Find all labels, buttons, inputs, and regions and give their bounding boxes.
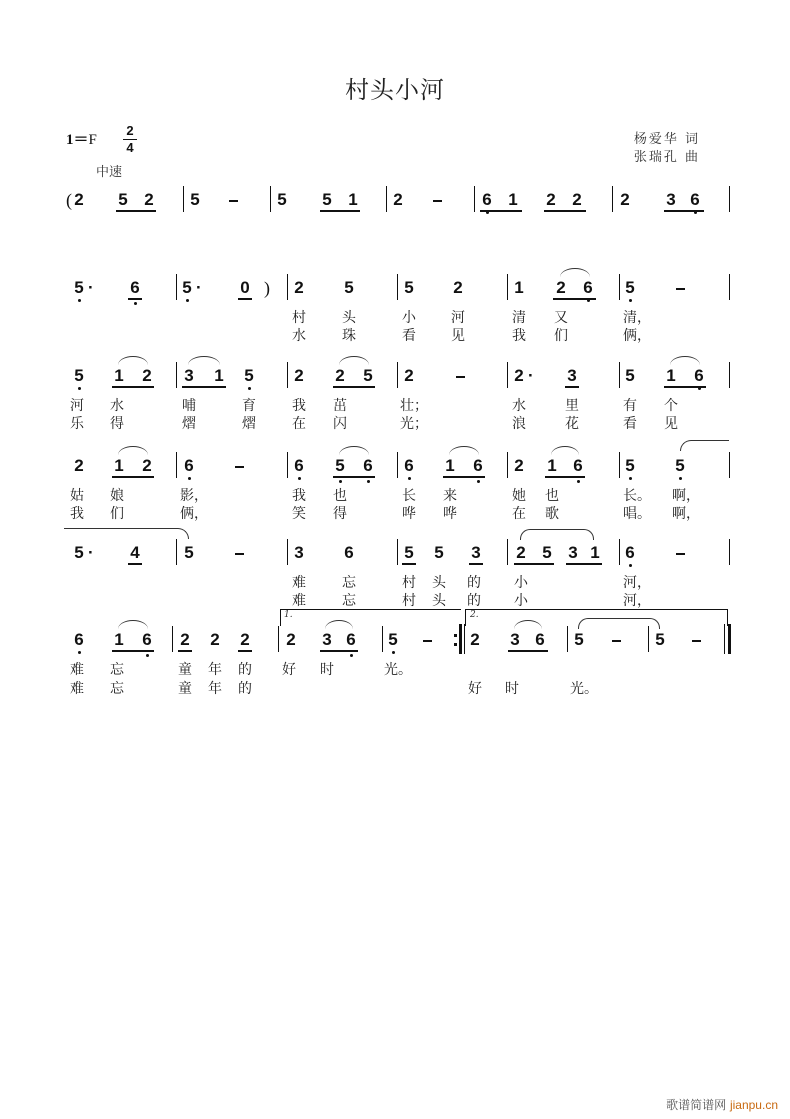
note: 5 <box>542 543 552 562</box>
note: 2 <box>516 543 526 562</box>
barline <box>612 186 613 212</box>
repeat-dot <box>454 634 457 637</box>
underline <box>112 386 154 388</box>
note: 2 <box>210 630 220 649</box>
repeat-dot <box>454 643 457 646</box>
note: 6 <box>128 278 142 298</box>
lyric: 乐 <box>70 416 84 432</box>
key-signature <box>66 128 97 149</box>
lyric: 清， <box>623 310 651 326</box>
barline <box>474 186 475 212</box>
lyric: 清 <box>512 310 526 326</box>
note: 2 <box>514 366 524 385</box>
barline <box>729 186 730 212</box>
note: 5 <box>344 278 354 297</box>
note: 2 <box>556 278 566 297</box>
lyric: 的 <box>238 662 252 678</box>
lyric: 见 <box>664 416 678 432</box>
lyric: 童 <box>178 662 192 678</box>
note: 2 <box>393 190 403 209</box>
lyric: 娘 <box>110 488 124 504</box>
augmentation-dot: · <box>88 278 94 297</box>
note: 1 <box>114 630 124 649</box>
lyric: 歌 <box>545 506 559 522</box>
lyric: 们 <box>110 506 124 522</box>
repeat-barline <box>459 624 462 654</box>
underline <box>320 210 360 212</box>
tie <box>520 529 594 540</box>
lyric: 浪 <box>512 416 526 432</box>
lyric: 影， <box>180 488 208 504</box>
note: 0 <box>240 278 250 297</box>
lyric: 们 <box>554 328 568 344</box>
watermark-text: 歌谱简谱网 <box>666 1098 727 1112</box>
note: 6 <box>344 543 354 562</box>
dash <box>612 640 621 642</box>
underline <box>116 210 156 212</box>
note: 5 <box>277 190 287 209</box>
barline <box>176 274 177 300</box>
barline <box>270 186 271 212</box>
composer-credit: 张瑞孔 曲 <box>633 150 700 165</box>
underline <box>128 298 142 300</box>
barline <box>729 452 730 478</box>
note: 1 <box>114 366 124 385</box>
underline <box>544 210 586 212</box>
note: 3 <box>510 630 520 649</box>
note: 3 <box>568 543 578 562</box>
lyric: 哗 <box>402 506 416 522</box>
lyric: 好 <box>282 662 296 678</box>
note: 6 <box>688 190 702 210</box>
note: 5 <box>404 543 414 562</box>
note: 2 <box>546 190 556 209</box>
underline <box>566 563 602 565</box>
lyric: 河 <box>70 398 84 414</box>
lyric: 我 <box>292 398 306 414</box>
lyric: 村 <box>402 593 416 609</box>
barline <box>507 274 508 300</box>
lyric: 唱。 <box>623 506 651 522</box>
lyric: 好 <box>468 681 482 697</box>
note: 6 <box>402 456 416 476</box>
slur <box>339 356 369 365</box>
lyric: 来 <box>443 488 457 504</box>
note: 1 <box>445 456 455 475</box>
lyric: 我 <box>70 506 84 522</box>
note: 5 <box>574 630 584 649</box>
note: 5 <box>118 190 128 209</box>
underline <box>443 476 485 478</box>
lyric: 忘 <box>110 681 124 697</box>
underline <box>565 386 579 388</box>
barline <box>648 626 649 652</box>
barline <box>729 539 730 565</box>
lyric: 又 <box>554 310 568 326</box>
note: 5 <box>623 456 637 476</box>
lyric: 头 <box>342 310 356 326</box>
underline <box>182 386 226 388</box>
note: 6 <box>571 456 585 476</box>
song-title: 村头小河 <box>345 76 445 104</box>
note: 6 <box>692 366 706 386</box>
open-paren: ( <box>66 190 72 210</box>
dash <box>423 640 432 642</box>
time-signature <box>123 124 137 155</box>
barline <box>397 539 398 565</box>
barline <box>287 274 288 300</box>
lyric: 难 <box>292 593 306 609</box>
note: 5 <box>363 366 373 385</box>
lyric: 光； <box>400 416 428 432</box>
note: 6 <box>623 543 637 563</box>
barline <box>397 452 398 478</box>
lyric: 光。 <box>384 662 412 678</box>
barline <box>619 452 620 478</box>
note: 2 <box>453 278 463 297</box>
lyric: 熠 <box>182 416 196 432</box>
augmentation-dot: · <box>528 366 534 385</box>
note: 2 <box>294 278 304 297</box>
barline <box>729 274 730 300</box>
note: 4 <box>130 543 140 562</box>
underline <box>112 476 154 478</box>
key-note: F <box>88 132 97 148</box>
lyric: 得 <box>333 506 347 522</box>
lyric: 时 <box>505 681 519 697</box>
barline <box>278 626 279 652</box>
lyricist-credit: 杨爱华 词 <box>633 132 700 147</box>
note: 3 <box>567 366 577 385</box>
lyric: 河， <box>623 575 651 591</box>
note: 5 <box>386 630 400 650</box>
lyric: 个 <box>664 398 678 414</box>
barline <box>176 362 177 388</box>
note: 2 <box>470 630 480 649</box>
slur <box>560 268 590 277</box>
note: 6 <box>140 630 154 650</box>
note: 6 <box>480 190 494 210</box>
barline <box>287 452 288 478</box>
lyric: 闪 <box>333 416 347 432</box>
lyric: 也 <box>333 488 347 504</box>
barline <box>382 626 383 652</box>
volta-number-1: 1. <box>284 610 293 620</box>
barline <box>176 452 177 478</box>
lyric: 哺 <box>182 398 196 414</box>
barline <box>507 362 508 388</box>
underline <box>508 650 548 652</box>
lyric: 难 <box>70 662 84 678</box>
note: 2 <box>572 190 582 209</box>
note: 2 <box>404 366 414 385</box>
barline <box>397 274 398 300</box>
note: 6 <box>72 630 86 650</box>
lyric: 难 <box>292 575 306 591</box>
final-barline <box>728 624 731 654</box>
note: 2 <box>74 456 84 475</box>
lyric: 村 <box>292 310 306 326</box>
lyric: 光。 <box>570 681 598 697</box>
lyric: 在 <box>292 416 306 432</box>
note: 1 <box>590 543 600 562</box>
lyric: 头 <box>432 575 446 591</box>
barline <box>386 186 387 212</box>
lyric: 看 <box>623 416 637 432</box>
underline <box>238 650 252 652</box>
augmentation-dot: · <box>196 278 202 297</box>
watermark-site: jianpu.cn <box>729 1098 778 1112</box>
note: 2 <box>286 630 296 649</box>
note: 6 <box>361 456 375 476</box>
lyric: 育 <box>242 398 256 414</box>
augmentation-dot: · <box>88 543 94 562</box>
lyric: 水 <box>512 398 526 414</box>
note: 2 <box>240 630 250 649</box>
note: 3 <box>184 366 194 385</box>
note: 1 <box>666 366 676 385</box>
lyric: 忘 <box>342 593 356 609</box>
slur <box>339 446 369 455</box>
barline <box>183 186 184 212</box>
note: 2 <box>142 366 152 385</box>
barline <box>729 362 730 388</box>
barline <box>724 624 725 654</box>
barline <box>176 539 177 565</box>
key-label: 1＝ <box>66 132 89 148</box>
slur <box>118 620 148 629</box>
dash <box>235 553 244 555</box>
lyric: 年 <box>208 681 222 697</box>
lyric: 壮； <box>400 398 428 414</box>
lyric: 我 <box>292 488 306 504</box>
underline <box>178 650 192 652</box>
note: 1 <box>514 278 524 297</box>
note: 5 <box>322 190 332 209</box>
lyric: 的 <box>238 681 252 697</box>
lyric: 年 <box>208 662 222 678</box>
note: 5 <box>74 543 84 562</box>
lyric: 珠 <box>342 328 356 344</box>
note: 6 <box>535 630 545 649</box>
barline <box>507 452 508 478</box>
dash <box>433 200 442 202</box>
dash <box>456 376 465 378</box>
lyric: 啊， <box>672 488 700 504</box>
lyric: 笑 <box>292 506 306 522</box>
tie <box>64 528 189 539</box>
lyric: 里 <box>565 398 579 414</box>
slur <box>118 356 148 365</box>
slur <box>449 446 479 455</box>
note: 2 <box>620 190 630 209</box>
lyric: 我 <box>512 328 526 344</box>
underline <box>469 563 483 565</box>
lyric: 童 <box>178 681 192 697</box>
barline <box>507 539 508 565</box>
lyric: 河， <box>623 593 651 609</box>
dash <box>676 288 685 290</box>
lyric: 有 <box>623 398 637 414</box>
note: 2 <box>514 456 524 475</box>
lyric: 得 <box>110 416 124 432</box>
lyric: 头 <box>432 593 446 609</box>
lyric: 俩， <box>180 506 208 522</box>
note: 3 <box>666 190 676 209</box>
note: 5 <box>655 630 665 649</box>
barline <box>464 624 465 654</box>
dash <box>229 200 238 202</box>
note: 1 <box>214 366 224 385</box>
lyric: 小 <box>514 593 528 609</box>
underline <box>320 650 358 652</box>
note: 5 <box>673 456 687 476</box>
underline <box>664 386 706 388</box>
lyric: 也 <box>545 488 559 504</box>
underline <box>664 210 704 212</box>
slur <box>188 356 220 365</box>
underline <box>112 650 154 652</box>
note: 5 <box>404 278 414 297</box>
note: 2 <box>144 190 154 209</box>
slur <box>670 356 700 365</box>
tempo-marking: 中速 <box>96 165 123 180</box>
lyric: 小 <box>514 575 528 591</box>
note: 2 <box>335 366 345 385</box>
underline <box>238 298 252 300</box>
lyric: 河 <box>451 310 465 326</box>
lyric: 忘 <box>342 575 356 591</box>
note: 5 <box>72 366 86 386</box>
underline <box>333 476 375 478</box>
lyric: 看 <box>402 328 416 344</box>
watermark <box>666 1096 778 1113</box>
lyric: 的 <box>467 593 481 609</box>
note: 5 <box>72 278 86 298</box>
underline <box>480 210 522 212</box>
lyric: 长。 <box>623 488 651 504</box>
note: 1 <box>547 456 557 475</box>
underline <box>545 476 585 478</box>
note: 1 <box>348 190 358 209</box>
volta-bracket-1 <box>280 609 461 626</box>
note: 5 <box>333 456 347 476</box>
lyric: 难 <box>70 681 84 697</box>
meter-top: 2 <box>126 123 134 138</box>
slur <box>118 446 148 455</box>
lyric: 花 <box>565 416 579 432</box>
lyric: 俩， <box>623 328 651 344</box>
note: 5 <box>242 366 256 386</box>
note: 2 <box>74 190 84 209</box>
barline <box>397 362 398 388</box>
dash <box>692 640 701 642</box>
note: 5 <box>190 190 200 209</box>
meter-bottom: 4 <box>126 140 134 155</box>
lyric: 在 <box>512 506 526 522</box>
note: 2 <box>142 456 152 475</box>
lyric: 茁 <box>333 398 347 414</box>
note: 6 <box>344 630 358 650</box>
lyric: 水 <box>110 398 124 414</box>
lyric: 哗 <box>443 506 457 522</box>
close-paren: ) <box>264 278 270 298</box>
note: 5 <box>180 278 194 298</box>
barline <box>287 362 288 388</box>
underline <box>402 563 416 565</box>
lyric: 她 <box>512 488 526 504</box>
lyric: 见 <box>451 328 465 344</box>
note: 6 <box>292 456 306 476</box>
dash <box>676 553 685 555</box>
note: 5 <box>184 543 194 562</box>
barline <box>567 626 568 652</box>
note: 6 <box>182 456 196 476</box>
note: 6 <box>471 456 485 476</box>
lyric: 的 <box>467 575 481 591</box>
note: 1 <box>114 456 124 475</box>
lyric: 熠 <box>242 416 256 432</box>
underline <box>553 298 596 300</box>
lyric: 时 <box>320 662 334 678</box>
underline <box>128 563 142 565</box>
lyric: 啊， <box>672 506 700 522</box>
slur <box>551 446 579 455</box>
note: 2 <box>180 630 190 649</box>
lyric: 长 <box>402 488 416 504</box>
note: 5 <box>623 278 637 298</box>
note: 1 <box>508 190 518 209</box>
volta-number-2: 2. <box>470 610 479 620</box>
lyric: 忘 <box>110 662 124 678</box>
note: 3 <box>471 543 481 562</box>
barline <box>619 274 620 300</box>
note: 2 <box>294 366 304 385</box>
note: 3 <box>294 543 304 562</box>
note: 3 <box>322 630 332 649</box>
note: 5 <box>625 366 635 385</box>
barline <box>287 539 288 565</box>
dash <box>235 466 244 468</box>
lyric: 小 <box>402 310 416 326</box>
note: 5 <box>434 543 444 562</box>
lyric: 水 <box>292 328 306 344</box>
lyric: 姑 <box>70 488 84 504</box>
barline <box>619 362 620 388</box>
lyric: 村 <box>402 575 416 591</box>
underline <box>514 563 554 565</box>
underline <box>333 386 375 388</box>
barline <box>619 539 620 565</box>
tie <box>680 440 729 451</box>
barline <box>172 626 173 652</box>
note: 6 <box>581 278 595 298</box>
